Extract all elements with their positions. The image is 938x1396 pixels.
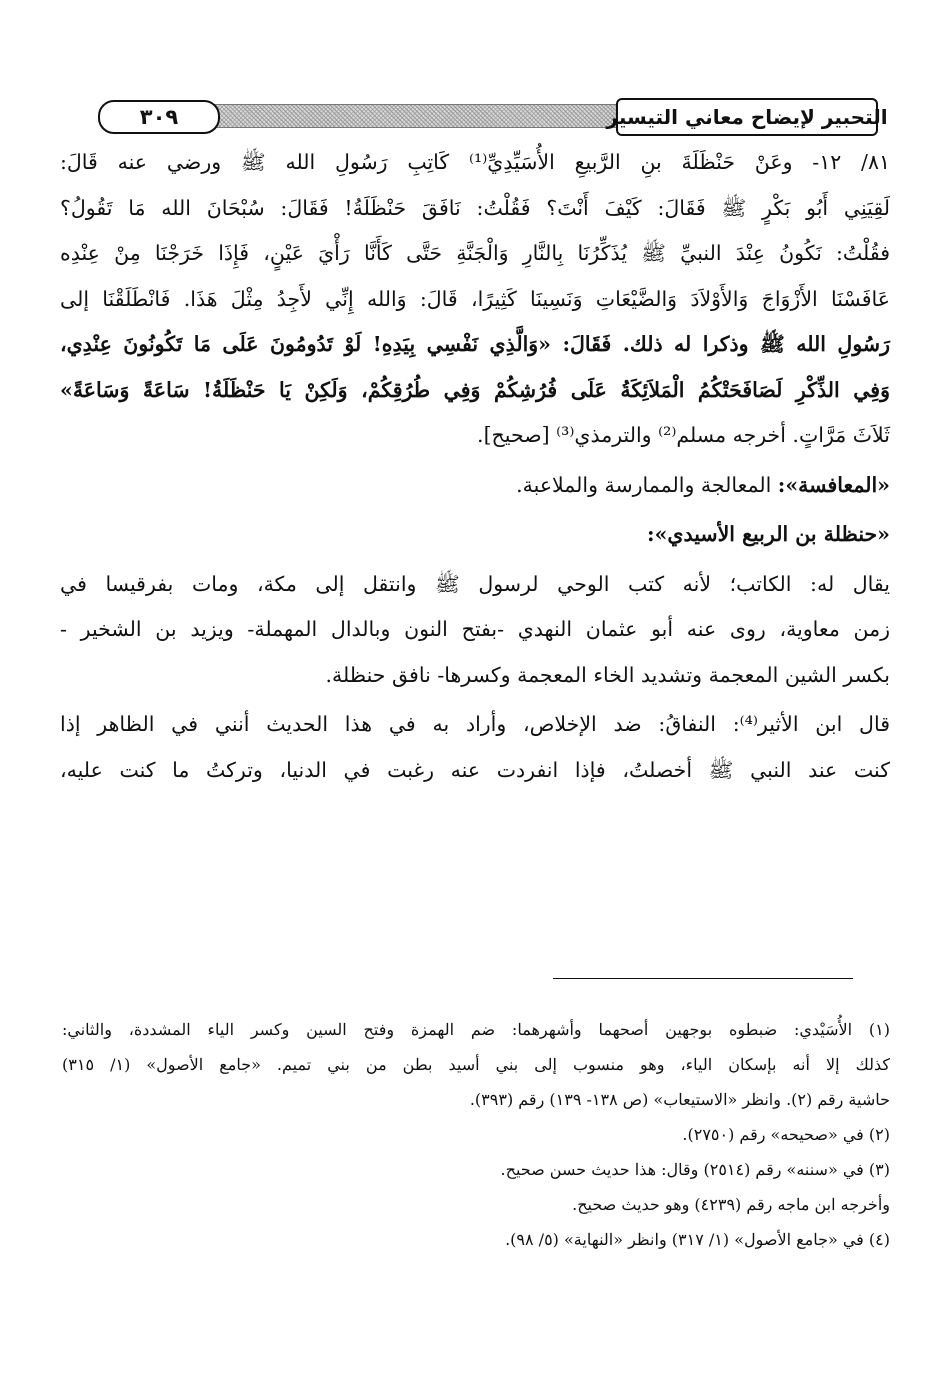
book-title: التحبير لإيضاح معاني التيسير xyxy=(606,105,888,129)
commentary-line: بكسر الشين المعجمة وتشديد الخاء المعجمة وكسرها- نافق حنظلة. xyxy=(325,662,890,687)
footnote-line: (٤) في «جامع الأصول» (١/ ٣١٧) وانظر «النهاية» (٥/ ٩٨). xyxy=(505,1230,890,1249)
gloss-hanzala-heading: «حنظلة بن الربيع الأسيدي»: xyxy=(647,522,890,546)
commentary-paragraph-1 xyxy=(60,562,890,699)
commentary-paragraph-2 xyxy=(60,702,890,793)
page-number-frame xyxy=(98,100,220,134)
footnote-line: (٢) في «صحيحه» رقم (٢٧٥٠). xyxy=(682,1125,890,1144)
hadith-line: وَفِي الذِّكْرِ لَصَافَحَتْكُمُ الْمَلاَئِكَةُ عَلَى فُرُشِكُمْ وَفِي طُرُقِكُمْ، وَلَكِنْ يَا حَنْظَلَةُ! سَاعَةً وَسَاعَةً» xyxy=(60,377,890,402)
gloss-mu-afasa xyxy=(60,463,890,509)
footnote-line: (٣) في «سننه» رقم (٢٥١٤) وقال: هذا حديث حسن صحيح. xyxy=(500,1160,890,1179)
footnotes xyxy=(62,1012,890,1257)
gloss-definition: المعالجة والممارسة والملاعبة. xyxy=(516,472,772,497)
commentary-line: يقال له: الكاتب؛ لأنه كتب الوحي لرسول ﷺ وانتقل إلى مكة، ومات بفرقيسا في xyxy=(60,571,890,596)
main-text xyxy=(60,140,890,793)
hadith-line: فقُلْتُ: نَكُونُ عِنْدَ النبيِّ ﷺ يُذَكِّرُنَا بِالنَّارِ وَالْجَنَّةِ حَتَّى كَأَنَّا رَأْيَ عَيْنٍ، فَإِذَا خَرَجْنَا مِنْ عِنْدِه xyxy=(60,241,890,265)
hadith-paragraph xyxy=(60,140,890,459)
hadith-line: عَافَسْنَا الأَزْوَاجَ وَالأَوْلاَدَ وَالضَّيْعَاتِ وَنَسِينَا كَثِيرًا، قَالَ: وَالله إِنِّي لأَجِدُ مِثْلَ هَذَا. فَانْطَلَقْنَا إلى xyxy=(60,286,890,311)
running-header xyxy=(58,98,888,134)
footnote-line: وأخرجه ابن ماجه رقم (٤٢٣٩) وهو حديث صحيح. xyxy=(572,1195,890,1214)
commentary-line: قال ابن الأثير⁽⁴⁾: النفاقُ: ضد الإخلاص، وأراد به في هذا الحديث أنني في الظاهر إذا xyxy=(60,712,890,736)
footnote-line: (١) الأُسَيْدي: ضبطوه بوجهين أصحهما وأشهرهما: ضم الهمزة وفتح السين وكسر الياء المشددة، والثاني: xyxy=(62,1020,890,1039)
header-title-frame xyxy=(606,98,888,136)
footnote-separator xyxy=(553,978,853,979)
commentary-line: زمن معاوية، روى عنه أبو عثمان النهدي -بفتح النون وبالدال المهملة- ويزيد بن الشخير - xyxy=(60,617,890,641)
commentary-line: كنت عند النبي ﷺ أخصلتُ، فإذا انفردت عنه رغبت في الدنيا، وتركتُ ما كنت عليه، xyxy=(60,757,890,782)
hadith-line: ٨١/ ١٢- وعَنْ حَنْظَلَةَ بنِ الرَّبيعِ الأُسَيِّدِيِّ⁽¹⁾ كَاتِبِ رَسُولِ الله ﷺ ورضي عنه قَالَ: xyxy=(60,150,890,174)
page-number: ٣٠٩ xyxy=(139,105,179,129)
hadith-line: ثَلاَثَ مَرَّاتٍ. أخرجه مسلم⁽²⁾ والترمذي⁽³⁾ [صحيح]. xyxy=(477,423,890,447)
gloss-term: «المعافسة»: xyxy=(777,472,890,497)
hadith-line: لَقِيَنِي أَبُو بَكْرٍ ﷺ فَقَالَ: كَيْفَ أَنْتَ؟ فَقُلْتُ: نَافَقَ حَنْظَلَةُ! فَقَالَ: سُبْحَانَ الله مَا تَقُولُ؟ xyxy=(60,195,890,220)
footnote-line: حاشية رقم (٢). وانظر «الاستيعاب» (ص ١٣٨- ١٣٩) رقم (٣٩٣). xyxy=(469,1090,890,1109)
footnote-line: كذلك إلا أنه بإسكان الياء، وهو منسوب إلى بني أسيد بطن من بني تميم. «جامع الأصول» (١/ ٣١٥) xyxy=(62,1055,890,1074)
hadith-line: رَسُولِ الله ﷺ وذكرا له ذلك. فَقَالَ: «وَالَّذِي نَفْسِي بِيَدِهِ! لَوْ تَدُومُونَ عَلَى مَا تَكُونُونَ عِنْدِي، xyxy=(60,332,890,356)
